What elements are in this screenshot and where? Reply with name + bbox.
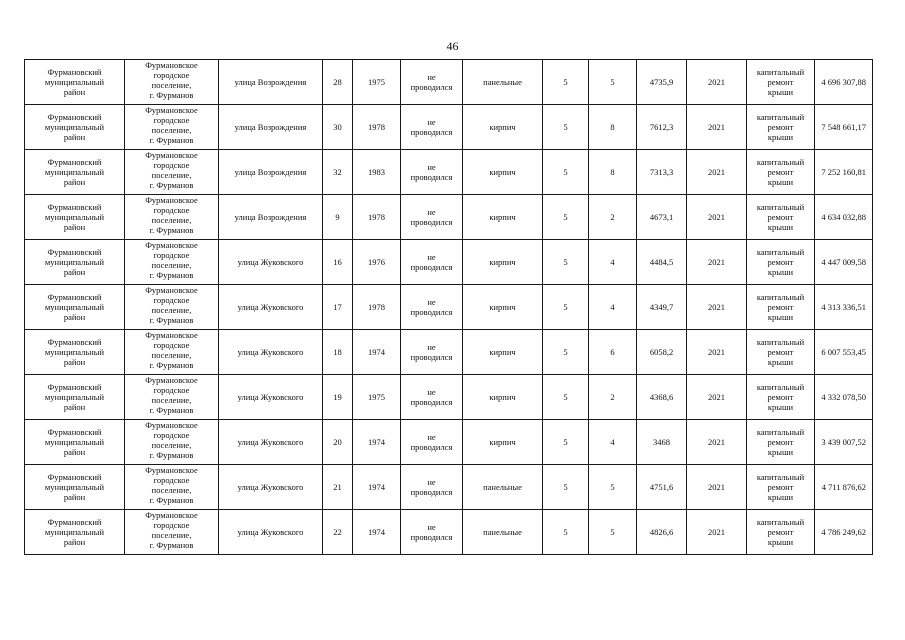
- area-cell: 4368,6: [637, 375, 687, 420]
- street-cell: улица Жуковского: [219, 285, 323, 330]
- district-cell: Фурмановский муниципальный район: [25, 510, 125, 555]
- table-row: [25, 150, 873, 195]
- street-cell: улица Жуковского: [219, 510, 323, 555]
- floors-cell: 5: [543, 240, 589, 285]
- work-type-cell: капитальный ремонт крыши: [747, 330, 815, 375]
- settlement-cell: Фурмановское городское поселение, г. Фурманов: [125, 150, 219, 195]
- last-repair-cell: не проводился: [401, 150, 463, 195]
- wall-material-cell: кирпич: [463, 105, 543, 150]
- floors-cell: 5: [543, 375, 589, 420]
- wall-material-cell: панельные: [463, 60, 543, 105]
- district-cell: Фурмановский муниципальный район: [25, 60, 125, 105]
- area-cell: 4484,5: [637, 240, 687, 285]
- work-type-cell: капитальный ремонт крыши: [747, 150, 815, 195]
- plan-year-cell: 2021: [687, 285, 747, 330]
- settlement-cell: Фурмановское городское поселение, г. Фурманов: [125, 420, 219, 465]
- last-repair-cell: не проводился: [401, 195, 463, 240]
- work-type-cell: капитальный ремонт крыши: [747, 240, 815, 285]
- house-number-cell: 20: [323, 420, 353, 465]
- floors-cell: 5: [543, 510, 589, 555]
- entrances-cell: 5: [589, 60, 637, 105]
- settlement-cell: Фурмановское городское поселение, г. Фурманов: [125, 510, 219, 555]
- house-number-cell: 9: [323, 195, 353, 240]
- floors-cell: 5: [543, 465, 589, 510]
- last-repair-cell: не проводился: [401, 105, 463, 150]
- plan-year-cell: 2021: [687, 105, 747, 150]
- last-repair-cell: не проводился: [401, 330, 463, 375]
- last-repair-cell: не проводился: [401, 285, 463, 330]
- wall-material-cell: кирпич: [463, 195, 543, 240]
- plan-year-cell: 2021: [687, 510, 747, 555]
- street-cell: улица Жуковского: [219, 465, 323, 510]
- plan-year-cell: 2021: [687, 465, 747, 510]
- plan-year-cell: 2021: [687, 420, 747, 465]
- entrances-cell: 6: [589, 330, 637, 375]
- entrances-cell: 5: [589, 510, 637, 555]
- district-cell: Фурмановский муниципальный район: [25, 375, 125, 420]
- settlement-cell: Фурмановское городское поселение, г. Фурманов: [125, 60, 219, 105]
- entrances-cell: 8: [589, 150, 637, 195]
- district-cell: Фурмановский муниципальный район: [25, 105, 125, 150]
- wall-material-cell: панельные: [463, 510, 543, 555]
- floors-cell: 5: [543, 420, 589, 465]
- house-number-cell: 30: [323, 105, 353, 150]
- work-type-cell: капитальный ремонт крыши: [747, 105, 815, 150]
- cost-cell: 4 634 032,88: [815, 195, 873, 240]
- wall-material-cell: кирпич: [463, 420, 543, 465]
- housing-repair-table: [24, 59, 873, 555]
- work-type-cell: капитальный ремонт крыши: [747, 285, 815, 330]
- house-number-cell: 22: [323, 510, 353, 555]
- cost-cell: 3 439 007,52: [815, 420, 873, 465]
- work-type-cell: капитальный ремонт крыши: [747, 510, 815, 555]
- entrances-cell: 2: [589, 375, 637, 420]
- table-row: [25, 510, 873, 555]
- work-type-cell: капитальный ремонт крыши: [747, 465, 815, 510]
- house-number-cell: 18: [323, 330, 353, 375]
- settlement-cell: Фурмановское городское поселение, г. Фурманов: [125, 375, 219, 420]
- construction-year-cell: 1974: [353, 420, 401, 465]
- wall-material-cell: кирпич: [463, 240, 543, 285]
- construction-year-cell: 1983: [353, 150, 401, 195]
- table-row: [25, 240, 873, 285]
- table-row: [25, 60, 873, 105]
- table-row: [25, 105, 873, 150]
- entrances-cell: 2: [589, 195, 637, 240]
- entrances-cell: 4: [589, 240, 637, 285]
- construction-year-cell: 1975: [353, 375, 401, 420]
- settlement-cell: Фурмановское городское поселение, г. Фурманов: [125, 195, 219, 240]
- area-cell: 4751,6: [637, 465, 687, 510]
- wall-material-cell: кирпич: [463, 330, 543, 375]
- area-cell: 4349,7: [637, 285, 687, 330]
- street-cell: улица Возрождения: [219, 150, 323, 195]
- settlement-cell: Фурмановское городское поселение, г. Фурманов: [125, 240, 219, 285]
- area-cell: 3468: [637, 420, 687, 465]
- floors-cell: 5: [543, 330, 589, 375]
- district-cell: Фурмановский муниципальный район: [25, 420, 125, 465]
- district-cell: Фурмановский муниципальный район: [25, 465, 125, 510]
- entrances-cell: 4: [589, 420, 637, 465]
- entrances-cell: 4: [589, 285, 637, 330]
- floors-cell: 5: [543, 105, 589, 150]
- house-number-cell: 16: [323, 240, 353, 285]
- street-cell: улица Возрождения: [219, 105, 323, 150]
- cost-cell: 7 548 661,17: [815, 105, 873, 150]
- construction-year-cell: 1975: [353, 60, 401, 105]
- table-row: [25, 195, 873, 240]
- street-cell: улица Жуковского: [219, 375, 323, 420]
- settlement-cell: Фурмановское городское поселение, г. Фурманов: [125, 285, 219, 330]
- area-cell: 7612,3: [637, 105, 687, 150]
- wall-material-cell: кирпич: [463, 375, 543, 420]
- construction-year-cell: 1978: [353, 105, 401, 150]
- construction-year-cell: 1974: [353, 465, 401, 510]
- street-cell: улица Жуковского: [219, 420, 323, 465]
- floors-cell: 5: [543, 285, 589, 330]
- plan-year-cell: 2021: [687, 60, 747, 105]
- last-repair-cell: не проводился: [401, 240, 463, 285]
- construction-year-cell: 1976: [353, 240, 401, 285]
- area-cell: 4735,9: [637, 60, 687, 105]
- plan-year-cell: 2021: [687, 375, 747, 420]
- street-cell: улица Жуковского: [219, 330, 323, 375]
- district-cell: Фурмановский муниципальный район: [25, 240, 125, 285]
- cost-cell: 4 313 336,51: [815, 285, 873, 330]
- settlement-cell: Фурмановское городское поселение, г. Фурманов: [125, 330, 219, 375]
- table-row: [25, 330, 873, 375]
- page-number: 46: [446, 39, 459, 53]
- table-body: [25, 60, 873, 555]
- floors-cell: 5: [543, 195, 589, 240]
- cost-cell: 7 252 160,81: [815, 150, 873, 195]
- district-cell: Фурмановский муниципальный район: [25, 330, 125, 375]
- settlement-cell: Фурмановское городское поселение, г. Фурманов: [125, 465, 219, 510]
- house-number-cell: 17: [323, 285, 353, 330]
- cost-cell: 4 332 078,50: [815, 375, 873, 420]
- work-type-cell: капитальный ремонт крыши: [747, 195, 815, 240]
- district-cell: Фурмановский муниципальный район: [25, 195, 125, 240]
- work-type-cell: капитальный ремонт крыши: [747, 420, 815, 465]
- plan-year-cell: 2021: [687, 195, 747, 240]
- last-repair-cell: не проводился: [401, 420, 463, 465]
- table-row: [25, 375, 873, 420]
- work-type-cell: капитальный ремонт крыши: [747, 60, 815, 105]
- plan-year-cell: 2021: [687, 240, 747, 285]
- work-type-cell: капитальный ремонт крыши: [747, 375, 815, 420]
- cost-cell: 6 007 553,45: [815, 330, 873, 375]
- wall-material-cell: кирпич: [463, 285, 543, 330]
- area-cell: 7313,3: [637, 150, 687, 195]
- house-number-cell: 21: [323, 465, 353, 510]
- cost-cell: 4 711 876,62: [815, 465, 873, 510]
- last-repair-cell: не проводился: [401, 510, 463, 555]
- area-cell: 4826,6: [637, 510, 687, 555]
- house-number-cell: 28: [323, 60, 353, 105]
- last-repair-cell: не проводился: [401, 465, 463, 510]
- district-cell: Фурмановский муниципальный район: [25, 150, 125, 195]
- cost-cell: 4 696 307,88: [815, 60, 873, 105]
- house-number-cell: 19: [323, 375, 353, 420]
- last-repair-cell: не проводился: [401, 60, 463, 105]
- entrances-cell: 8: [589, 105, 637, 150]
- entrances-cell: 5: [589, 465, 637, 510]
- table-row: [25, 420, 873, 465]
- construction-year-cell: 1974: [353, 510, 401, 555]
- plan-year-cell: 2021: [687, 330, 747, 375]
- wall-material-cell: панельные: [463, 465, 543, 510]
- last-repair-cell: не проводился: [401, 375, 463, 420]
- construction-year-cell: 1978: [353, 195, 401, 240]
- construction-year-cell: 1974: [353, 330, 401, 375]
- street-cell: улица Жуковского: [219, 240, 323, 285]
- floors-cell: 5: [543, 60, 589, 105]
- wall-material-cell: кирпич: [463, 150, 543, 195]
- construction-year-cell: 1978: [353, 285, 401, 330]
- settlement-cell: Фурмановское городское поселение, г. Фурманов: [125, 105, 219, 150]
- table-row: [25, 285, 873, 330]
- house-number-cell: 32: [323, 150, 353, 195]
- area-cell: 6058,2: [637, 330, 687, 375]
- street-cell: улица Возрождения: [219, 60, 323, 105]
- cost-cell: 4 447 009,58: [815, 240, 873, 285]
- district-cell: Фурмановский муниципальный район: [25, 285, 125, 330]
- plan-year-cell: 2021: [687, 150, 747, 195]
- area-cell: 4673,1: [637, 195, 687, 240]
- table-row: [25, 465, 873, 510]
- floors-cell: 5: [543, 150, 589, 195]
- street-cell: улица Возрождения: [219, 195, 323, 240]
- cost-cell: 4 786 249,62: [815, 510, 873, 555]
